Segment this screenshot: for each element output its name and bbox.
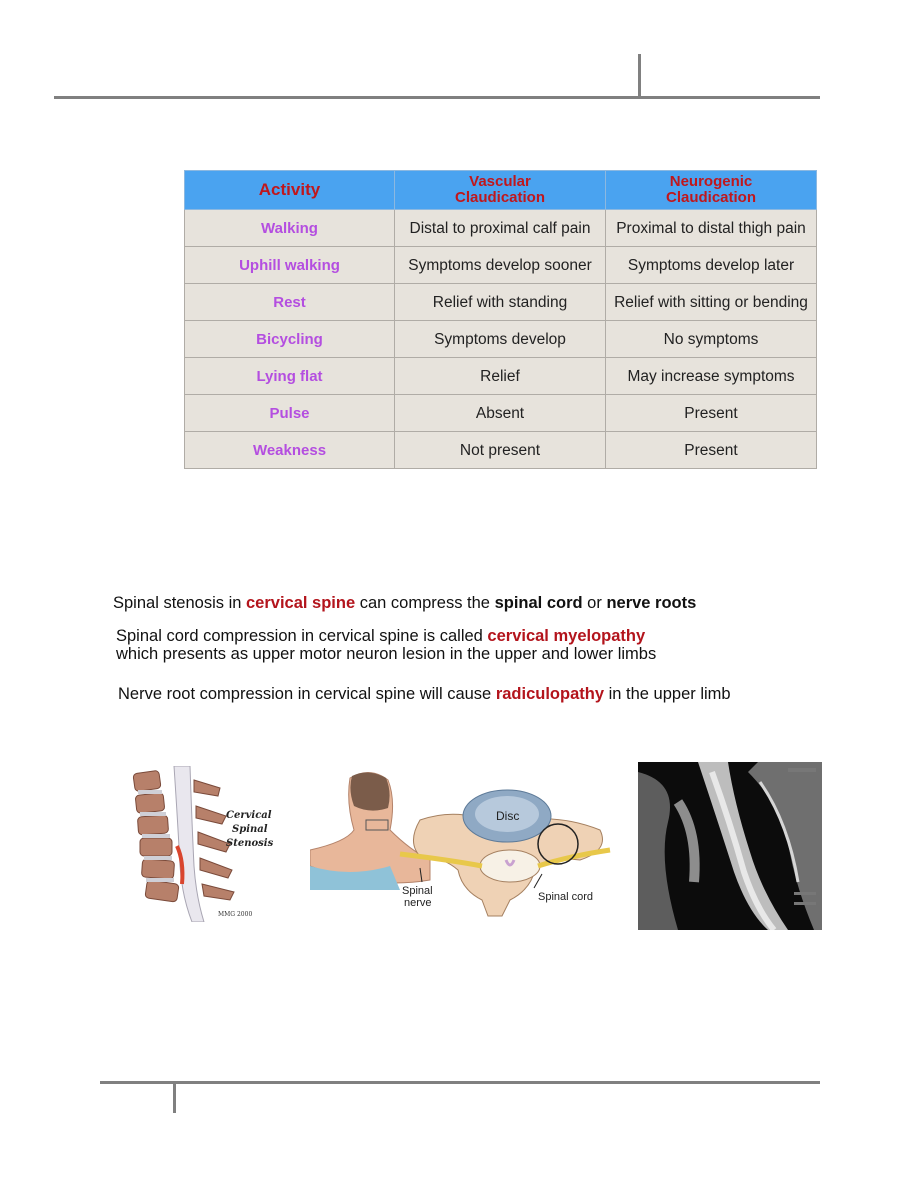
text-run: can compress the (355, 594, 495, 612)
cell-neurogenic: Present (606, 432, 817, 469)
stenosis-label-1: Cervical (226, 810, 272, 821)
keyword-cervical-myelopathy: cervical myelopathy (487, 627, 646, 645)
cell-vascular: Relief with standing (395, 284, 606, 321)
cell-vascular: Relief (395, 358, 606, 395)
keyword-nerve-roots: nerve roots (606, 594, 697, 612)
text-run: Spinal stenosis in (113, 594, 246, 612)
cell-activity: Weakness (185, 432, 395, 469)
text-run: in the upper limb (604, 685, 731, 703)
table-row (185, 284, 817, 321)
header-vascular: Vascular Claudication (395, 171, 606, 210)
table-row (185, 321, 817, 358)
table-row (185, 210, 817, 247)
keyword-radiculopathy: radiculopathy (495, 685, 605, 703)
disc-label: Disc (496, 809, 520, 823)
paragraph-radiculopathy (118, 685, 840, 703)
footer-divider (173, 1081, 176, 1113)
cell-activity: Rest (185, 284, 395, 321)
stenosis-label-3: Stenosis (226, 838, 274, 849)
cell-neurogenic: May increase symptoms (606, 358, 817, 395)
table-row (185, 247, 817, 284)
header-activity: Activity (185, 171, 395, 210)
keyword-spinal-cord: spinal cord (494, 594, 583, 612)
mri-image (638, 762, 822, 930)
paragraph-myelopathy (116, 627, 856, 663)
paragraph-stenosis (113, 594, 853, 612)
table-row (185, 432, 817, 469)
myelopathy-line-2: which presents as upper motor neuron lesion in the upper and lower limbs (116, 645, 657, 663)
stenosis-label-2: Spinal (232, 824, 268, 835)
spinal-nerve-label-1: Spinal (402, 885, 433, 897)
text-run: or (582, 594, 607, 612)
footer-rule (100, 1081, 820, 1084)
cell-activity: Pulse (185, 395, 395, 432)
cell-activity: Bicycling (185, 321, 395, 358)
table-row (185, 358, 817, 395)
text-run: Nerve root compression in cervical spine will cause (118, 685, 496, 703)
figure-credit: MMG 2000 (218, 911, 253, 918)
spinal-nerve-label-2: nerve (404, 897, 432, 909)
header-neurogenic: Neurogenic Claudication (606, 171, 817, 210)
cell-vascular: Symptoms develop (395, 321, 606, 358)
header-divider (638, 54, 641, 99)
text-run: Spinal cord compression in cervical spine is called (116, 627, 488, 645)
cell-neurogenic: Present (606, 395, 817, 432)
vertebra-cross-section-illustration (310, 770, 622, 920)
cell-vascular: Distal to proximal calf pain (395, 210, 606, 247)
cell-neurogenic: No symptoms (606, 321, 817, 358)
cell-activity: Uphill walking (185, 247, 395, 284)
cervical-stenosis-illustration (122, 766, 292, 922)
cell-neurogenic: Symptoms develop later (606, 247, 817, 284)
keyword-cervical-spine: cervical spine (246, 594, 356, 612)
cell-neurogenic: Proximal to distal thigh pain (606, 210, 817, 247)
spinal-cord-label: Spinal cord (538, 891, 594, 903)
cell-vascular: Symptoms develop sooner (395, 247, 606, 284)
claudication-table (184, 170, 817, 469)
cell-activity: Lying flat (185, 358, 395, 395)
cell-neurogenic: Relief with sitting or bending (606, 284, 817, 321)
table-header-row (185, 171, 817, 210)
cell-vascular: Not present (395, 432, 606, 469)
myelopathy-line-1 (116, 627, 856, 645)
header-rule (54, 96, 820, 99)
table-row (185, 395, 817, 432)
cell-activity: Walking (185, 210, 395, 247)
cell-vascular: Absent (395, 395, 606, 432)
